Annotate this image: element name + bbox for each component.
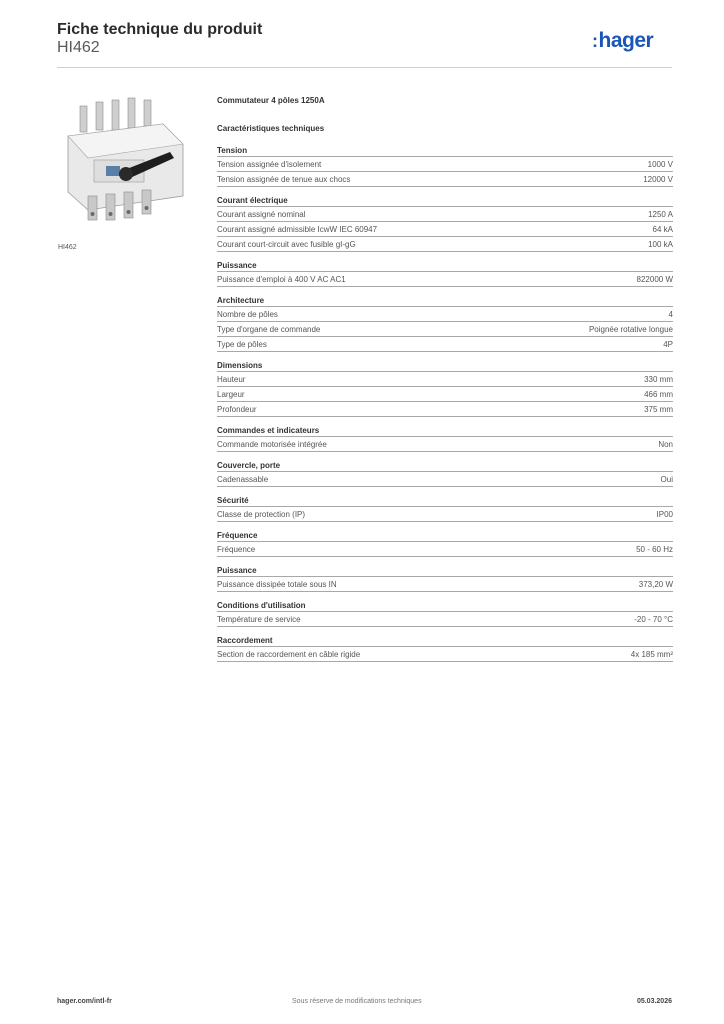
spec-label: Nombre de pôles (217, 309, 278, 319)
spec-value: 1250 A (648, 209, 673, 219)
spec-label: Type d'organe de commande (217, 324, 321, 334)
spec-rows (217, 436, 673, 452)
spec-rows (217, 156, 673, 187)
spec-content (217, 96, 673, 667)
switch-illustration (58, 96, 193, 231)
spec-value: 466 mm (644, 389, 673, 399)
spec-value: 373,20 W (638, 579, 673, 589)
spec-label: Largeur (217, 389, 245, 399)
group-title: Puissance (217, 261, 257, 270)
spec-group (217, 457, 673, 487)
spec-group (217, 142, 673, 187)
logo-colon-mark: : (592, 31, 598, 51)
spec-rows (217, 506, 673, 522)
spec-row (217, 271, 673, 287)
spec-value: 4 (668, 309, 673, 319)
spec-label: Profondeur (217, 404, 257, 414)
spec-rows (217, 206, 673, 252)
group-title: Sécurité (217, 496, 249, 505)
footer-disclaimer: Sous réserve de modifications techniques (292, 998, 422, 1005)
spec-row (217, 371, 673, 386)
image-caption: HI462 (58, 244, 77, 251)
spec-label: Tension assignée d'isolement (217, 159, 322, 169)
spec-value: 100 kA (648, 239, 673, 249)
spec-value: 822000 W (636, 274, 673, 284)
document-title: Fiche technique du produit (57, 21, 263, 38)
spec-label: Tension assignée de tenue aux chocs (217, 174, 351, 184)
spec-row (217, 541, 673, 557)
spec-row (217, 171, 673, 187)
spec-row (217, 156, 673, 171)
spec-row (217, 386, 673, 401)
spec-label: Hauteur (217, 374, 246, 384)
spec-value: 4x 185 mm² (630, 649, 673, 659)
spec-label: Température de service (217, 614, 301, 624)
spec-row (217, 306, 673, 321)
spec-group (217, 422, 673, 452)
spec-row (217, 206, 673, 221)
header-divider (57, 67, 672, 68)
spec-value: Non (658, 439, 673, 449)
spec-group (217, 192, 673, 252)
spec-label: Fréquence (217, 544, 256, 554)
footer-date: 05.03.2026 (636, 998, 672, 1005)
spec-value: 375 mm (644, 404, 673, 414)
group-title: Couvercle, porte (217, 461, 281, 470)
group-title: Tension (217, 146, 248, 155)
spec-row (217, 236, 673, 252)
logo-text: hager (598, 29, 654, 52)
spec-rows (217, 306, 673, 352)
spec-label: Puissance dissipée totale sous IN (217, 579, 337, 589)
spec-label: Section de raccordement en câble rigide (217, 649, 361, 659)
spec-rows (217, 611, 673, 627)
group-title: Fréquence (217, 531, 258, 540)
spec-row (217, 436, 673, 452)
spec-value: 4P (663, 339, 673, 349)
spec-value: Poignée rotative longue (588, 324, 673, 334)
group-title: Courant électrique (217, 196, 288, 205)
group-title: Commandes et indicateurs (217, 426, 320, 435)
spec-value: Oui (660, 474, 673, 484)
spec-rows (217, 371, 673, 417)
spec-label: Courant assigné nominal (217, 209, 306, 219)
spec-label: Cadenassable (217, 474, 269, 484)
group-title: Puissance (217, 566, 257, 575)
spec-group (217, 632, 673, 662)
spec-value: 50 - 60 Hz (636, 544, 673, 554)
spec-value: IP00 (656, 509, 673, 519)
spec-rows (217, 646, 673, 662)
product-image (58, 96, 193, 231)
spec-group (217, 597, 673, 627)
group-title: Architecture (217, 296, 265, 305)
section-heading: Caractéristiques techniques (217, 124, 325, 133)
spec-group (217, 257, 673, 287)
spec-label: Classe de protection (IP) (217, 509, 306, 519)
spec-row (217, 471, 673, 487)
spec-value: -20 - 70 °C (634, 614, 673, 624)
spec-label: Courant assigné admissible IcwW IEC 60947 (217, 224, 378, 234)
spec-value: 330 mm (644, 374, 673, 384)
product-reference: HI462 (57, 39, 100, 56)
spec-row (217, 221, 673, 236)
spec-group (217, 492, 673, 522)
spec-row (217, 646, 673, 662)
spec-value: 1000 V (647, 159, 673, 169)
spec-label: Type de pôles (217, 339, 267, 349)
group-title: Dimensions (217, 361, 263, 370)
group-title: Raccordement (217, 636, 273, 645)
spec-label: Courant court-circuit avec fusible gI-gG (217, 239, 356, 249)
spec-rows (217, 471, 673, 487)
spec-row (217, 336, 673, 352)
spec-groups (217, 142, 673, 662)
spec-row (217, 321, 673, 336)
footer-website[interactable]: hager.com/intl-fr (57, 998, 112, 1005)
spec-rows (217, 541, 673, 557)
spec-group (217, 292, 673, 352)
spec-rows (217, 271, 673, 287)
spec-group (217, 527, 673, 557)
group-title: Conditions d'utilisation (217, 601, 306, 610)
spec-row (217, 401, 673, 417)
spec-group (217, 562, 673, 592)
product-name: Commutateur 4 pôles 1250A (217, 96, 325, 105)
spec-value: 64 kA (652, 224, 673, 234)
spec-row (217, 506, 673, 522)
spec-label: Puissance d'emploi à 400 V AC AC1 (217, 274, 346, 284)
spec-group (217, 357, 673, 417)
spec-row (217, 576, 673, 592)
spec-row (217, 611, 673, 627)
hager-logo (592, 29, 653, 53)
spec-value: 12000 V (643, 174, 673, 184)
spec-rows (217, 576, 673, 592)
spec-label: Commande motorisée intégrée (217, 439, 327, 449)
